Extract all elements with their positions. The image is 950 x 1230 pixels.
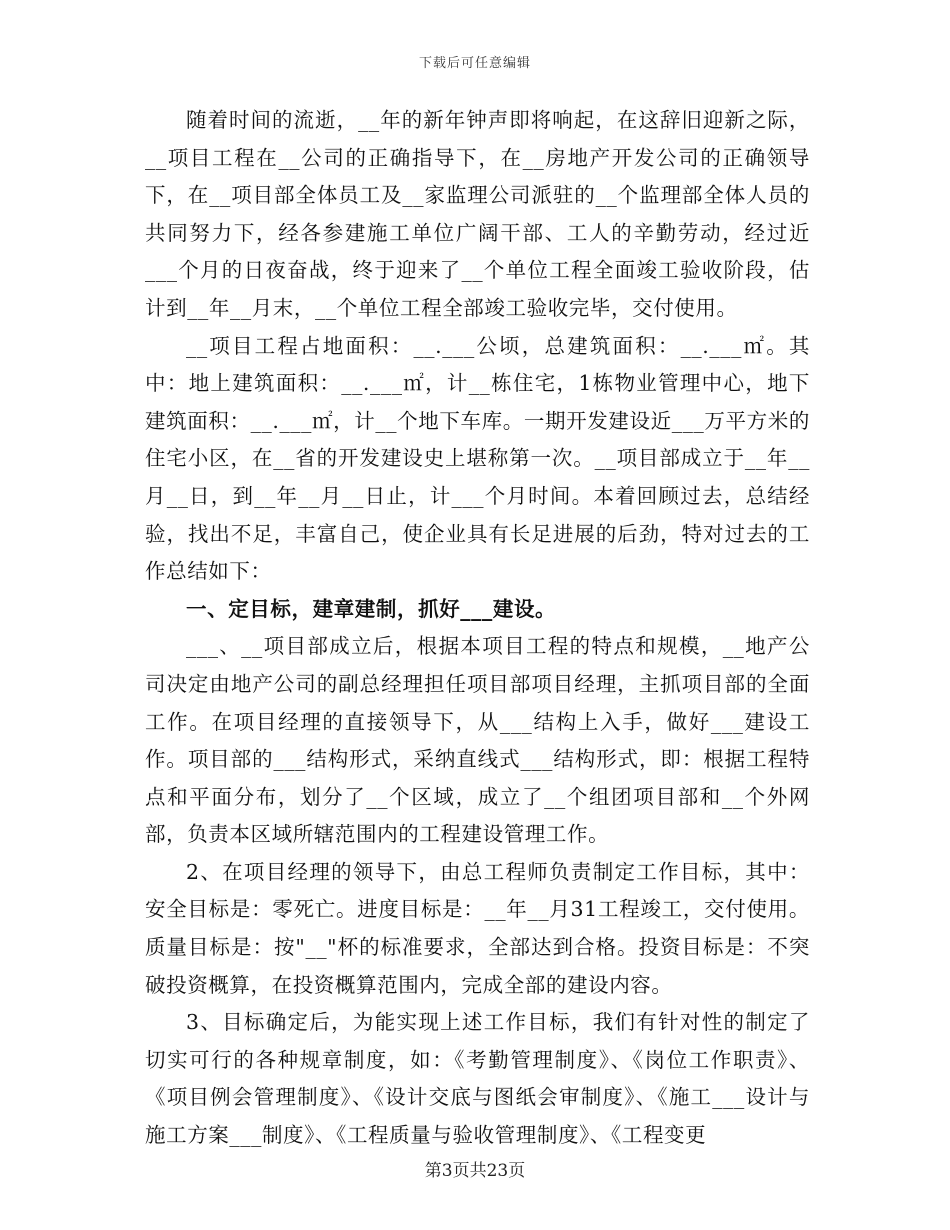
intro-paragraph-2: __项目工程占地面积：__.___公顷，总建筑面积：__.___㎡。其中：地上建筑面积：__.___㎡，计__栋住宅，1栋物业管理中心，地下建筑面积：__.___㎡，计__个地下车库。一期开发建设近___万平方米的住宅小区，在__省的开发建设史上堪称第一次。__项目部成立于__年__月__日，到__年__月__日止，计___个月时间。本着回顾过去，总结经验，找出不足，丰富自己，使企业具有长足进展的后劲，特对过去的工作总结如下： <box>145 333 810 584</box>
section-paragraph-2: 2、在项目经理的领导下，由总工程师负责制定工作目标，其中：安全目标是：零死亡。进度目标是：__年__月31工程竣工，交付使用。质量目标是：按"__"杯的标准要求，全部达到合格。投资目标是：不突破投资概算，在投资概算范围内，完成全部的建设内容。 <box>145 859 810 997</box>
section-paragraph-1: ___、__项目部成立后，根据本项目工程的特点和规模，__地产公司决定由地产公司的副总经理担任项目部项目经理，主抓项目部的全面工作。在项目经理的直接领导下，从___结构上入手，做好___建设工作。项目部的___结构形式，采纳直线式___结构形式，即：根据工程特点和平面分布，划分了__个区域，成立了__个组团项目部和__个外网部，负责本区域所辖范围内的工程建设管理工作。 <box>145 634 810 847</box>
section-paragraph-3: 3、目标确定后，为能实现上述工作目标，我们有针对性的制定了切实可行的各种规章制度，如：《考勤管理制度》、《岗位工作职责》、《项目例会管理制度》、《设计交底与图纸会审制度》、《施工___设计与施工方案___制度》、《工程质量与验收管理制度》、《工程变更 <box>145 1010 810 1148</box>
section-heading: 一、定目标，建章建制，抓好___建设。 <box>186 596 557 621</box>
intro-paragraph-1: 随着时间的流逝，__年的新年钟声即将响起，在这辞旧迎新之际，__项目工程在__公司的正确指导下，在__房地产开发公司的正确领导下，在__项目部全体员工及__家监理公司派驻的__个监理部全体人员的共同努力下，经各参建施工单位广阔干部、工人的辛勤劳动，经过近___个月的日夜奋战，终于迎来了__个单位工程全面竣工验收阶段，估计到__年__月末，__个单位工程全部竣工验收完毕，交付使用。 <box>145 108 810 320</box>
page-header: 下载后可任意编辑 <box>418 56 531 71</box>
page-number-footer: 第3页共23页 <box>424 1161 526 1181</box>
document-body <box>145 102 810 1155</box>
